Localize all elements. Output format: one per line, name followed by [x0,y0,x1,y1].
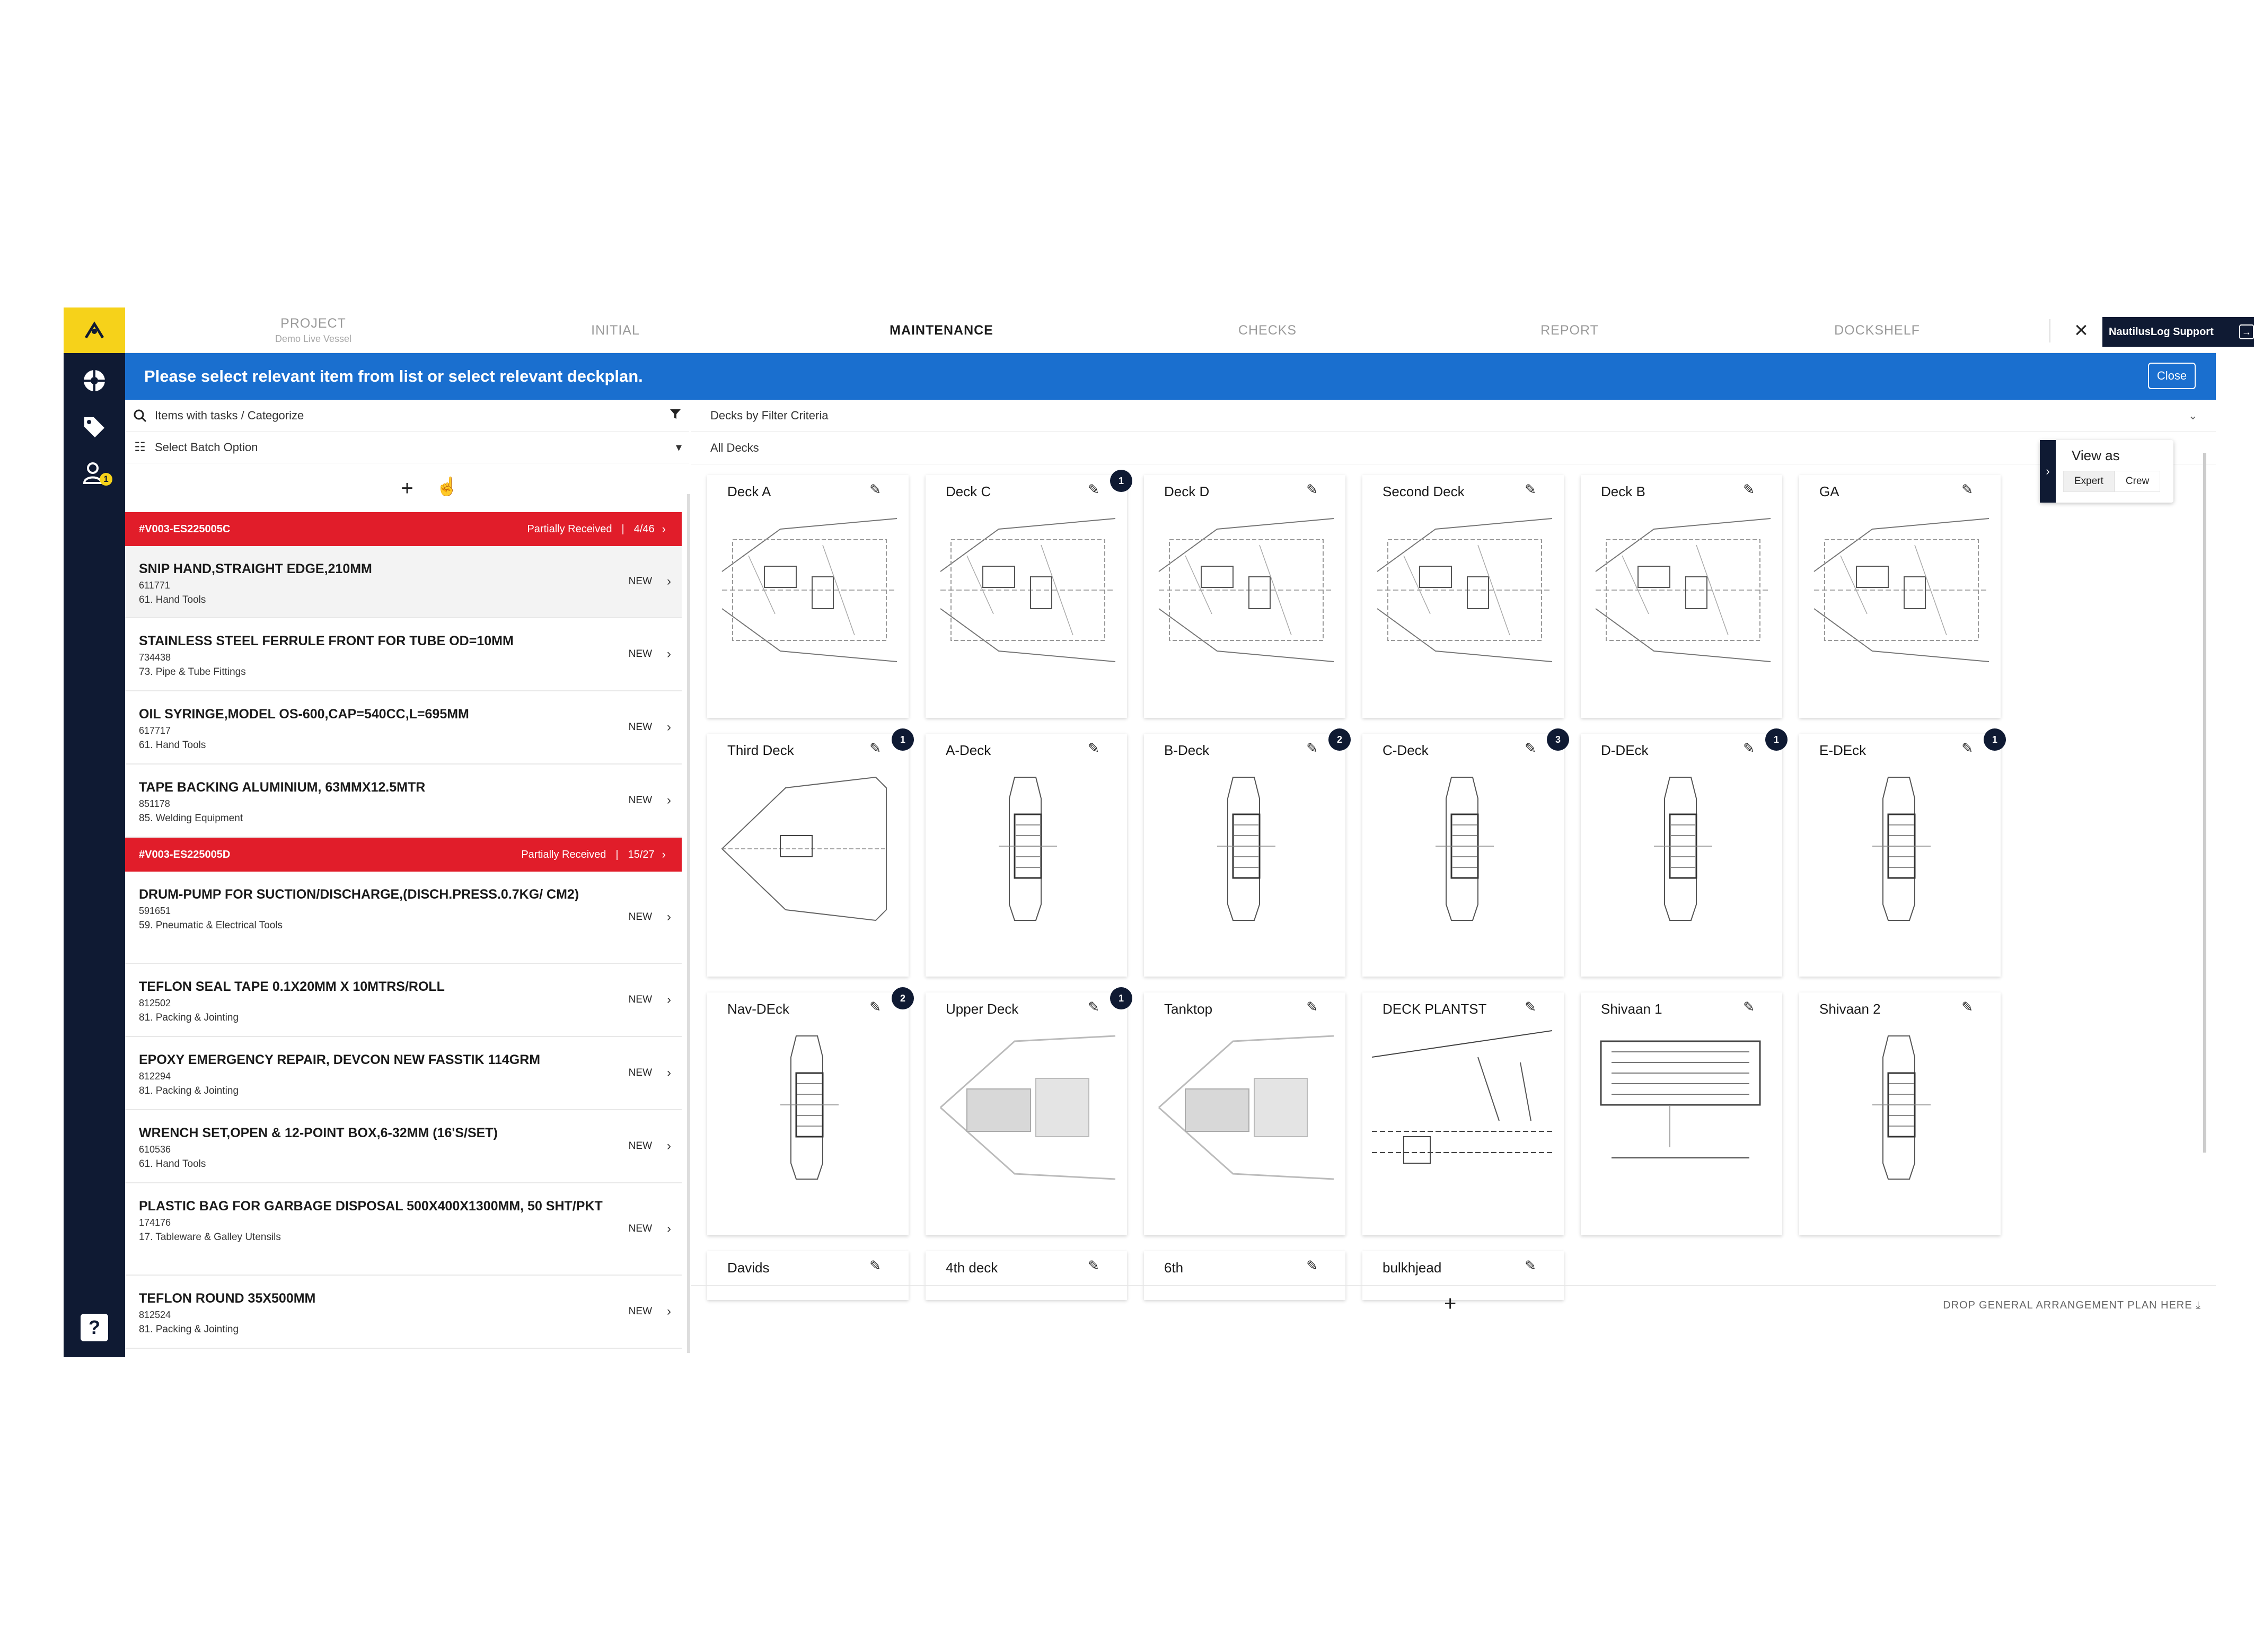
instruction-banner [125,353,2216,400]
deck-card[interactable] [1362,734,1564,977]
item-status: NEW [628,994,652,1005]
item-category: 73. Pipe & Tube Fittings [139,666,246,678]
deck-card[interactable] [707,475,909,718]
item-category: 85. Welding Equipment [139,813,243,824]
add-item-button[interactable] [125,464,689,512]
deck-card[interactable] [707,734,909,977]
deck-title: DECK PLANTST [1383,1001,1487,1017]
view-as-title: View as [2072,447,2120,463]
batch-group-header[interactable] [125,838,682,872]
deck-card[interactable] [707,992,909,1235]
batch-status-text: Partially Received [521,848,606,860]
tab-initial[interactable] [554,307,676,353]
edit-pencil-icon[interactable]: ✎ [1306,740,1318,756]
separator: | [621,523,624,535]
item-name: SNIP HAND,STRAIGHT EDGE,210MM [139,561,372,576]
deck-title: 4th deck [946,1260,998,1276]
item-status: NEW [628,795,652,806]
deck-task-badge: 1 [1110,470,1132,492]
chevron-right-icon: › [667,992,671,1007]
deck-title: D-DEck [1601,742,1649,758]
deckplan-thumbnail [1154,767,1336,931]
list-icon: ☷ [134,440,146,454]
deck-title: GA [1819,484,1839,499]
deck-card[interactable] [1362,475,1564,718]
deck-title: Deck A [727,484,771,499]
items-list [125,512,682,1357]
item-name: TEFLON ROUND 35X500MM [139,1291,316,1306]
drop-zone-label: DROP GENERAL ARRANGEMENT PLAN HERE [1943,1299,2193,1311]
batch-count: 4/46 [633,523,655,535]
tab-checks-label: CHECKS [1238,322,1297,338]
item-category: 61. Hand Tools [139,740,206,751]
item-name: STAINLESS STEEL FERRULE FRONT FOR TUBE OD=10MM [139,634,514,648]
item-category: 81. Packing & Jointing [139,1324,239,1335]
app-window [64,307,2251,1357]
tab-checks[interactable] [1207,307,1328,353]
user-badge: 1 [100,473,112,486]
chevron-right-icon: › [667,1222,671,1236]
item-status: NEW [628,576,652,587]
deck-title: Deck C [946,484,991,499]
search-icon [125,409,155,423]
deck-card[interactable] [1799,734,2001,977]
chevron-down-icon: ▾ [675,440,682,454]
item-code: 812294 [139,1071,171,1082]
item-category: 81. Packing & Jointing [139,1085,239,1096]
edit-pencil-icon[interactable]: ✎ [1525,481,1536,497]
deckplan-thumbnail [1590,508,1773,672]
item-code: 611771 [139,580,170,591]
nav-divider [2049,319,2050,342]
deck-title: Third Deck [727,742,794,758]
logo-icon [82,320,107,341]
deck-task-badge: 1 [892,728,914,751]
deck-title: Shivaan 1 [1601,1001,1662,1017]
deck-title: bulkhjead [1383,1260,1442,1276]
edit-pencil-icon[interactable]: ✎ [1088,740,1099,756]
support-label: NautilusLog Support [2109,326,2214,338]
deckplan-thumbnail [1590,1025,1773,1190]
list-item[interactable] [125,964,682,1037]
item-name: TAPE BACKING ALUMINIUM, 63MMX12.5MTR [139,780,426,795]
chevron-right-icon: › [667,910,671,924]
top-navigation [125,307,2251,353]
batch-count: 15/27 [628,848,655,860]
deckplan-thumbnail [717,767,899,931]
deck-title: B-Deck [1164,742,1210,758]
edit-pencil-icon[interactable]: ✎ [869,740,881,756]
deckplan-thumbnail [1809,767,1991,931]
download-icon: ⤓ [2196,1299,2201,1311]
batch-option-label: Select Batch Option [155,440,258,454]
deckplan-thumbnail [1809,508,1991,672]
deckplan-thumbnail [935,508,1117,672]
list-item[interactable] [125,1183,682,1276]
deckplan-thumbnail [1590,767,1773,931]
cursor-hand-icon: ☝ [436,477,459,497]
deck-title: Upper Deck [946,1001,1019,1017]
view-as-panel [2040,440,2173,503]
deck-card[interactable] [1581,734,1782,977]
item-name: PLASTIC BAG FOR GARBAGE DISPOSAL 500X400X1300MM, 50 SHT/PKT [139,1199,603,1214]
deck-card[interactable] [926,475,1127,718]
deck-overview-icon[interactable] [78,365,110,397]
banner-message: Please select relevant item from list or select relevant deckplan. [144,367,643,385]
deck-task-badge: 2 [892,987,914,1009]
exit-icon: → [2239,324,2254,339]
deckplan-thumbnail [1154,508,1336,672]
edit-pencil-icon[interactable]: ✎ [1525,740,1536,756]
tab-project-label: PROJECT [280,316,346,331]
chevron-right-icon: › [667,1304,671,1319]
deck-title: Nav-DEck [727,1001,790,1017]
edit-pencil-icon[interactable]: ✎ [869,1258,881,1273]
tab-maintenance-label: MAINTENANCE [890,322,993,338]
collapse-chevron-icon[interactable]: › [2040,440,2056,503]
view-as-toggle [2063,471,2160,492]
item-category: 81. Packing & Jointing [139,1012,239,1023]
edit-pencil-icon[interactable]: ✎ [1743,740,1755,756]
close-icon[interactable]: × [2074,317,2088,343]
deck-card[interactable] [1144,734,1345,977]
list-item[interactable] [125,546,682,618]
chevron-right-icon: › [667,574,671,588]
batch-id: #V003-ES225005C [139,523,231,535]
deck-title: Deck D [1164,484,1210,499]
tab-dockshelf-label: DOCKSHELF [1834,322,1920,338]
item-name: WRENCH SET,OPEN & 12-POINT BOX,6-32MM (16'S/SET) [139,1126,498,1140]
deckplan-panel [691,400,2216,1357]
batch-group-header[interactable] [125,512,682,546]
edit-pencil-icon[interactable]: ✎ [1088,1258,1099,1273]
deck-card[interactable] [1144,475,1345,718]
edit-pencil-icon[interactable]: ✎ [869,999,881,1015]
deck-title: Davids [727,1260,770,1276]
view-as-expert-button[interactable]: Expert [2063,471,2115,492]
item-status: NEW [628,1223,652,1234]
item-code: 812502 [139,998,171,1008]
deck-filter-label: Decks by Filter Criteria [710,408,829,422]
item-code: 617717 [139,725,171,736]
items-search-bar[interactable] [125,400,689,432]
deck-card[interactable] [1362,992,1564,1235]
batch-status [521,848,666,862]
deckplan-thumbnail [935,767,1117,931]
banner-close-button[interactable]: Close [2148,363,2196,389]
deck-card[interactable] [1799,475,2001,718]
deckplan-thumbnail [1372,767,1554,931]
deck-title: Tanktop [1164,1001,1213,1017]
app-logo[interactable] [64,307,125,353]
item-name: EPOXY EMERGENCY REPAIR, DEVCON NEW FASSTIK 114GRM [139,1052,541,1067]
tab-project-vessel: Demo Live Vessel [275,333,352,344]
deck-task-badge: 1 [1765,728,1788,751]
help-button[interactable]: ? [81,1314,108,1341]
edit-pencil-icon[interactable]: ✎ [1088,999,1099,1015]
deck-title: E-DEck [1819,742,1866,758]
item-status: NEW [628,722,652,733]
item-code: 591651 [139,906,171,916]
edit-pencil-icon[interactable]: ✎ [1743,481,1755,497]
edit-pencil-icon[interactable]: ✎ [1961,999,1973,1015]
item-category: 59. Pneumatic & Electrical Tools [139,920,283,931]
chevron-right-icon: › [667,1139,671,1153]
chevron-right-icon: › [667,647,671,661]
items-search-label: Items with tasks / Categorize [155,408,304,422]
list-item[interactable] [125,1110,682,1183]
all-decks-label: All Decks [710,441,759,454]
item-name: TEFLON SEAL TAPE 0.1X20MM X 10MTRS/ROLL [139,979,445,994]
drop-zone[interactable] [1943,1299,2201,1312]
separator: | [615,848,619,860]
deck-bottom-bar [691,1285,2216,1328]
tag-icon[interactable] [78,411,110,443]
items-panel [125,400,689,1357]
deck-task-badge: 3 [1547,728,1569,751]
item-name: OIL SYRINGE,MODEL OS-600,CAP=540CC,L=695MM [139,707,469,722]
deckplan-thumbnail [717,508,899,672]
chevron-down-icon: ⌄ [2188,408,2198,422]
chevron-right-icon: › [662,522,666,535]
batch-status-text: Partially Received [527,523,612,535]
chevron-right-icon: › [667,793,671,807]
deck-filter-bar[interactable] [691,400,2216,432]
deck-task-badge: 1 [1110,987,1132,1009]
chevron-right-icon: › [667,1066,671,1080]
item-status: NEW [628,911,652,922]
deck-title: Shivaan 2 [1819,1001,1881,1017]
edit-pencil-icon[interactable]: ✎ [1088,481,1099,497]
deck-card[interactable] [1144,992,1345,1235]
item-status: NEW [628,1140,652,1152]
item-category: 61. Hand Tools [139,1158,206,1170]
deckplan-thumbnail [1809,1025,1991,1190]
chevron-right-icon: › [662,848,666,861]
edit-pencil-icon[interactable]: ✎ [1306,999,1318,1015]
list-item[interactable] [125,872,682,964]
deckplan-thumbnail [1154,1025,1336,1190]
tab-initial-label: INITIAL [591,322,640,338]
tab-project[interactable] [252,307,374,353]
item-category: 17. Tableware & Galley Utensils [139,1232,281,1243]
deckplan-thumbnail [1372,508,1554,672]
item-category: 61. Hand Tools [139,594,206,605]
add-deck-button[interactable]: + [1444,1292,1457,1315]
edit-pencil-icon[interactable]: ✎ [1525,999,1536,1015]
item-code: 851178 [139,798,170,809]
view-as-crew-button[interactable]: Crew [2115,471,2160,492]
deck-title: C-Deck [1383,742,1429,758]
item-status: NEW [628,1067,652,1078]
item-code: 812524 [139,1310,171,1320]
edit-pencil-icon[interactable]: ✎ [1525,1258,1536,1273]
deckplan-thumbnail [717,1025,899,1190]
batch-id: #V003-ES225005D [139,848,231,860]
item-status: NEW [628,648,652,660]
list-item[interactable] [125,618,682,691]
deck-card[interactable] [926,734,1127,977]
filter-icon[interactable] [669,408,682,424]
item-code: 610536 [139,1144,171,1155]
tab-dockshelf[interactable] [1816,307,1938,353]
edit-pencil-icon[interactable]: ✎ [1961,481,1973,497]
all-decks-row[interactable] [691,432,2216,464]
icon-rail [64,307,125,1357]
item-code: 734438 [139,652,171,663]
deck-task-badge: 1 [1984,728,2006,751]
tab-report-label: REPORT [1540,322,1599,338]
edit-pencil-icon[interactable]: ✎ [1306,481,1318,497]
deckplan-thumbnail [1372,1025,1554,1190]
item-status: NEW [628,1306,652,1317]
deck-card[interactable] [1581,992,1782,1235]
list-item[interactable] [125,1037,682,1110]
items-scrollbar[interactable] [687,494,690,1353]
deck-grid [707,475,2017,1281]
batch-option-select[interactable] [125,432,689,463]
deckplan-thumbnail [935,1025,1117,1190]
edit-pencil-icon[interactable]: ✎ [869,481,881,497]
deck-card[interactable] [1799,992,2001,1235]
deck-card[interactable] [1581,475,1782,718]
list-item[interactable] [125,691,682,765]
edit-pencil-icon[interactable]: ✎ [1743,999,1755,1015]
deck-task-badge: 2 [1328,728,1351,751]
batch-status [527,522,666,536]
tab-maintenance[interactable] [862,307,1021,353]
deck-title: 6th [1164,1260,1184,1276]
tab-report[interactable] [1509,307,1631,353]
user-icon[interactable] [78,457,110,489]
support-button[interactable] [2102,317,2254,347]
edit-pencil-icon[interactable]: ✎ [1306,1258,1318,1273]
deck-title: Deck B [1601,484,1645,499]
item-name: DRUM-PUMP FOR SUCTION/DISCHARGE,(DISCH.PRESS.0.7KG/ CM2) [139,887,579,902]
chevron-right-icon: › [667,720,671,734]
deck-title: A-Deck [946,742,991,758]
deck-title: Second Deck [1383,484,1465,499]
edit-pencil-icon[interactable]: ✎ [1961,740,1973,756]
plus-icon: + [401,476,413,500]
list-item[interactable] [125,1276,682,1349]
list-item[interactable] [125,765,682,838]
deck-scrollbar[interactable] [2203,453,2206,1153]
item-code: 174176 [139,1217,171,1228]
deck-card[interactable] [926,992,1127,1235]
